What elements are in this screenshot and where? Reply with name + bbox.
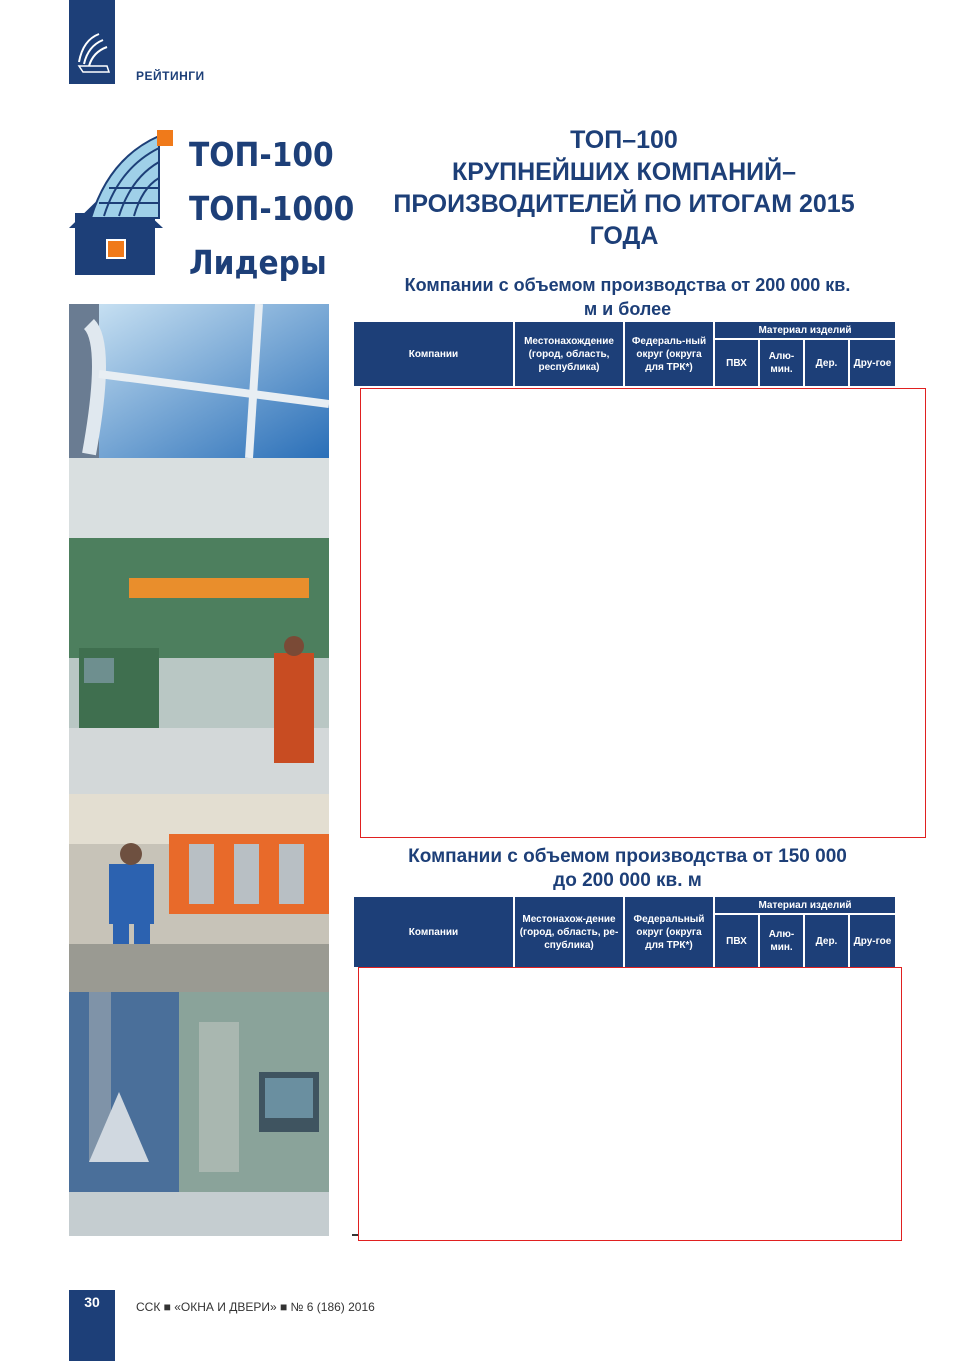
logo-text	[189, 128, 373, 290]
title-line: ГОДА	[589, 222, 659, 250]
subtitle-line: до 200 000 кв. м	[553, 870, 702, 891]
subtitle-line: Компании с объемом производства от 150 000	[408, 846, 847, 867]
page-number: 30	[84, 1294, 100, 1310]
magazine-logo-icon	[69, 0, 115, 84]
header-location: Местонахож-дение (город, область, ре-спублика)	[515, 897, 623, 967]
subtitle-line: м и более	[583, 299, 672, 319]
logo-line: ТОП-1000	[189, 189, 355, 228]
title-line: ПРОИЗВОДИТЕЛЕЙ ПО ИТОГАМ 2015	[393, 190, 855, 218]
header-pvc: ПВХ	[715, 340, 758, 386]
header-alu: Алю-мин.	[760, 915, 803, 967]
house-window-icon	[69, 128, 189, 278]
title-line: ТОП–100	[570, 126, 678, 154]
header-other: Дру-гое	[850, 340, 895, 386]
factory-line-photo	[69, 458, 329, 794]
header-wood: Дер.	[805, 915, 848, 967]
header-location: Местонахождение (город, область, республика)	[515, 322, 623, 386]
header-material: Материал изделий	[715, 897, 895, 913]
page-title	[350, 124, 898, 252]
redacted-table1-body	[360, 388, 926, 838]
logo-line: Лидеры	[189, 243, 327, 282]
table2-header	[354, 897, 895, 967]
header-alu: Алю-мин.	[760, 340, 803, 386]
header-other: Дру-гое	[850, 915, 895, 967]
sidebar-top-bar	[69, 0, 115, 84]
top100-logo	[69, 128, 355, 282]
footer-text: ССК ■ «ОКНА И ДВЕРИ» ■ № 6 (186) 2016	[136, 1300, 375, 1314]
table1-subtitle	[355, 273, 900, 321]
logo-line: ТОП-100	[189, 135, 334, 174]
window-frame-photo	[69, 304, 329, 458]
testing-machine-photo	[69, 992, 329, 1236]
title-line: КРУПНЕЙШИХ КОМПАНИЙ–	[452, 158, 796, 186]
header-wood: Дер.	[805, 340, 848, 386]
header-company: Компании	[354, 897, 513, 967]
header-district: Федеральный округ (округа для ТРК*)	[625, 897, 713, 967]
table2-subtitle	[355, 845, 900, 893]
divider	[352, 1234, 358, 1236]
redacted-table2-body	[358, 967, 902, 1241]
table1-header	[354, 322, 895, 386]
header-company: Компании	[354, 322, 513, 386]
header-material: Материал изделий	[715, 322, 895, 338]
factory-worker-photo	[69, 794, 329, 992]
section-label: РЕЙТИНГИ	[136, 69, 205, 83]
subtitle-line: Компании с объемом производства от 200 000 кв.	[404, 275, 851, 295]
header-pvc: ПВХ	[715, 915, 758, 967]
header-district: Федераль-ный округ (округа для ТРК*)	[625, 322, 713, 386]
